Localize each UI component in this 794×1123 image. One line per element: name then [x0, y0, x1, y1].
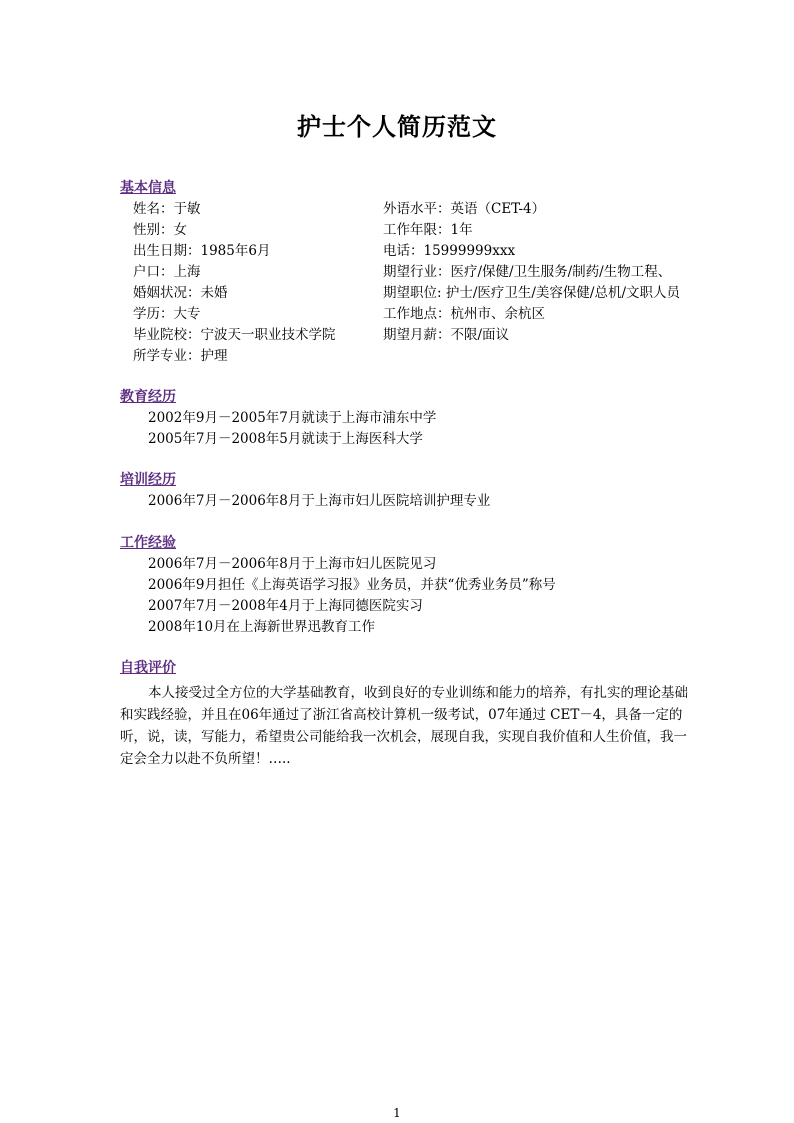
info-major: 所学专业：护理	[133, 348, 228, 364]
work-item: 2006年9月担任《上海英语学习报》业务员，并获“优秀业务员”称号	[148, 577, 556, 593]
education-item: 2005年7月－2008年5月就读于上海医科大学	[148, 431, 423, 447]
education-item: 2002年9月－2005年7月就读于上海市浦东中学	[148, 410, 437, 426]
page-number: 1	[393, 1106, 401, 1120]
info-birth-date: 出生日期：1985年6月	[133, 243, 271, 259]
section-heading-training: 培训经历	[120, 472, 176, 488]
training-item: 2006年7月－2006年8月于上海市妇儿医院培训护理专业	[148, 493, 491, 509]
section-heading-self-evaluation: 自我评价	[120, 660, 176, 676]
info-name: 姓名：于敏	[133, 201, 201, 217]
info-expected-position: 期望职位: 护士/医疗卫生/美容保健/总机/文职人员	[383, 285, 681, 301]
section-heading-work: 工作经验	[120, 535, 176, 551]
document-title: 护士个人简历范文	[297, 112, 497, 141]
self-evaluation-text: 本人接受过全方位的大学基础教育，收到良好的专业训练和能力的培养，有扎实的理论基础和实践经验，并且在06年通过了浙江省高校计算机一级考试，07年通过 CET－4，具备一定的听，说，读，写能力，希望贵公司能给我一次机会，展现自我，实现自我价值和人生价值，我一定会全力以赴不负所望！…..	[120, 685, 688, 767]
work-item: 2007年7月－2008年4月于上海同德医院实习	[148, 598, 423, 614]
info-language-level: 外语水平：英语（CET-4）	[383, 201, 546, 217]
info-marital-status: 婚姻状况：未婚	[133, 285, 228, 301]
info-gender: 性别：女	[133, 222, 187, 238]
info-expected-industry: 期望行业：医疗/保健/卫生服务/制药/生物工程、	[383, 264, 672, 280]
info-phone: 电话：15999999xxx	[383, 243, 516, 259]
info-education-level: 学历：大专	[133, 306, 201, 322]
info-work-location: 工作地点：杭州市、余杭区	[383, 306, 545, 322]
work-item: 2006年7月－2006年8月于上海市妇儿医院见习	[148, 556, 437, 572]
section-heading-education: 教育经历	[120, 389, 176, 405]
section-heading-basic-info: 基本信息	[120, 180, 176, 196]
info-work-years: 工作年限：1年	[383, 222, 473, 238]
work-item: 2008年10月在上海新世界迅教育工作	[148, 619, 376, 635]
info-hukou: 户口：上海	[133, 264, 201, 280]
info-expected-salary: 期望月薪：不限/面议	[383, 327, 510, 343]
info-school: 毕业院校：宁波天一职业技术学院	[133, 327, 336, 343]
